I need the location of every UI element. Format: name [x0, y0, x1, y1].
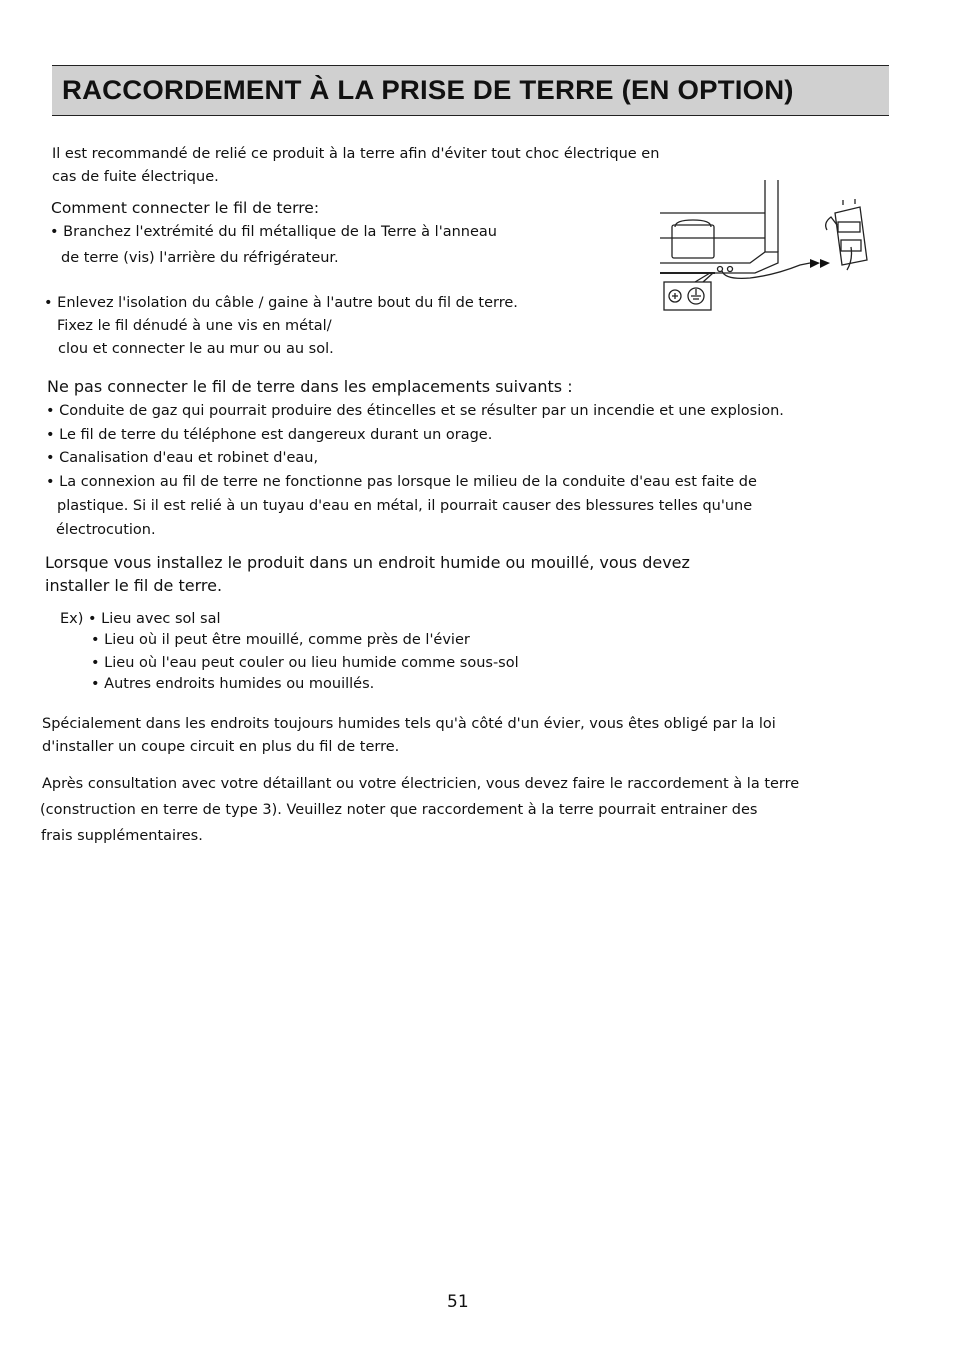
- paragraph-line: (construction en terre de type 3). Veuillez noter que raccordement à la terre pourrait entrainer des: [40, 802, 758, 818]
- paragraph-line: frais supplémentaires.: [41, 828, 203, 844]
- list-item: de terre (vis) l'arrière du réfrigérateur.: [61, 250, 339, 266]
- list-item: • La connexion au fil de terre ne fonctionne pas lorsque le milieu de la conduite d'eau est faite de: [46, 474, 757, 490]
- page-title: RACCORDEMENT À LA PRISE DE TERRE (EN OPTION): [62, 75, 794, 105]
- list-item: plastique. Si il est relié à un tuyau d'eau en métal, il pourrait causer des blessures telles qu'une: [57, 498, 753, 514]
- intro-line: Il est recommandé de relié ce produit à la terre afin d'éviter tout choc électrique en: [52, 146, 660, 162]
- list-item: clou et connecter le au mur ou au sol.: [58, 341, 334, 357]
- section-heading: Comment connecter le fil de terre:: [51, 199, 320, 217]
- paragraph-line: Après consultation avec votre détaillant ou votre électricien, vous devez faire le raccordement à la terre: [42, 776, 800, 792]
- list-item: • Enlevez l'isolation du câble / gaine à l'autre bout du fil de terre.: [44, 295, 518, 311]
- list-item: • Conduite de gaz qui pourrait produire des étincelles et se résulter par un incendie et une explosion.: [46, 403, 784, 419]
- intro-line: cas de fuite électrique.: [52, 169, 219, 185]
- section-heading: installer le fil de terre.: [45, 576, 223, 595]
- list-item: électrocution.: [56, 522, 156, 538]
- list-item: • Autres endroits humides ou mouillés.: [91, 676, 375, 692]
- list-item: Ex) • Lieu avec sol sal: [60, 611, 221, 627]
- list-item: • Canalisation d'eau et robinet d'eau,: [46, 450, 319, 466]
- list-item: • Le fil de terre du téléphone est dangereux durant un orage.: [46, 427, 493, 443]
- grounding-diagram: [655, 175, 895, 320]
- list-item: • Lieu où l'eau peut couler ou lieu humide comme sous-sol: [91, 655, 519, 671]
- page-number: 51: [447, 1292, 469, 1312]
- title-bar: [52, 65, 889, 116]
- list-item: • Lieu où il peut être mouillé, comme près de l'évier: [91, 632, 470, 648]
- section-heading: Lorsque vous installez le produit dans un endroit humide ou mouillé, vous devez: [45, 553, 690, 572]
- list-item: Fixez le fil dénudé à une vis en métal/: [57, 318, 332, 334]
- paragraph-line: d'installer un coupe circuit en plus du fil de terre.: [42, 739, 400, 755]
- paragraph-line: Spécialement dans les endroits toujours humides tels qu'à côté d'un évier, vous êtes obligé par la loi: [42, 716, 776, 732]
- list-item: • Branchez l'extrémité du fil métallique de la Terre à l'anneau: [50, 224, 497, 240]
- section-heading: Ne pas connecter le fil de terre dans les emplacements suivants :: [47, 377, 573, 396]
